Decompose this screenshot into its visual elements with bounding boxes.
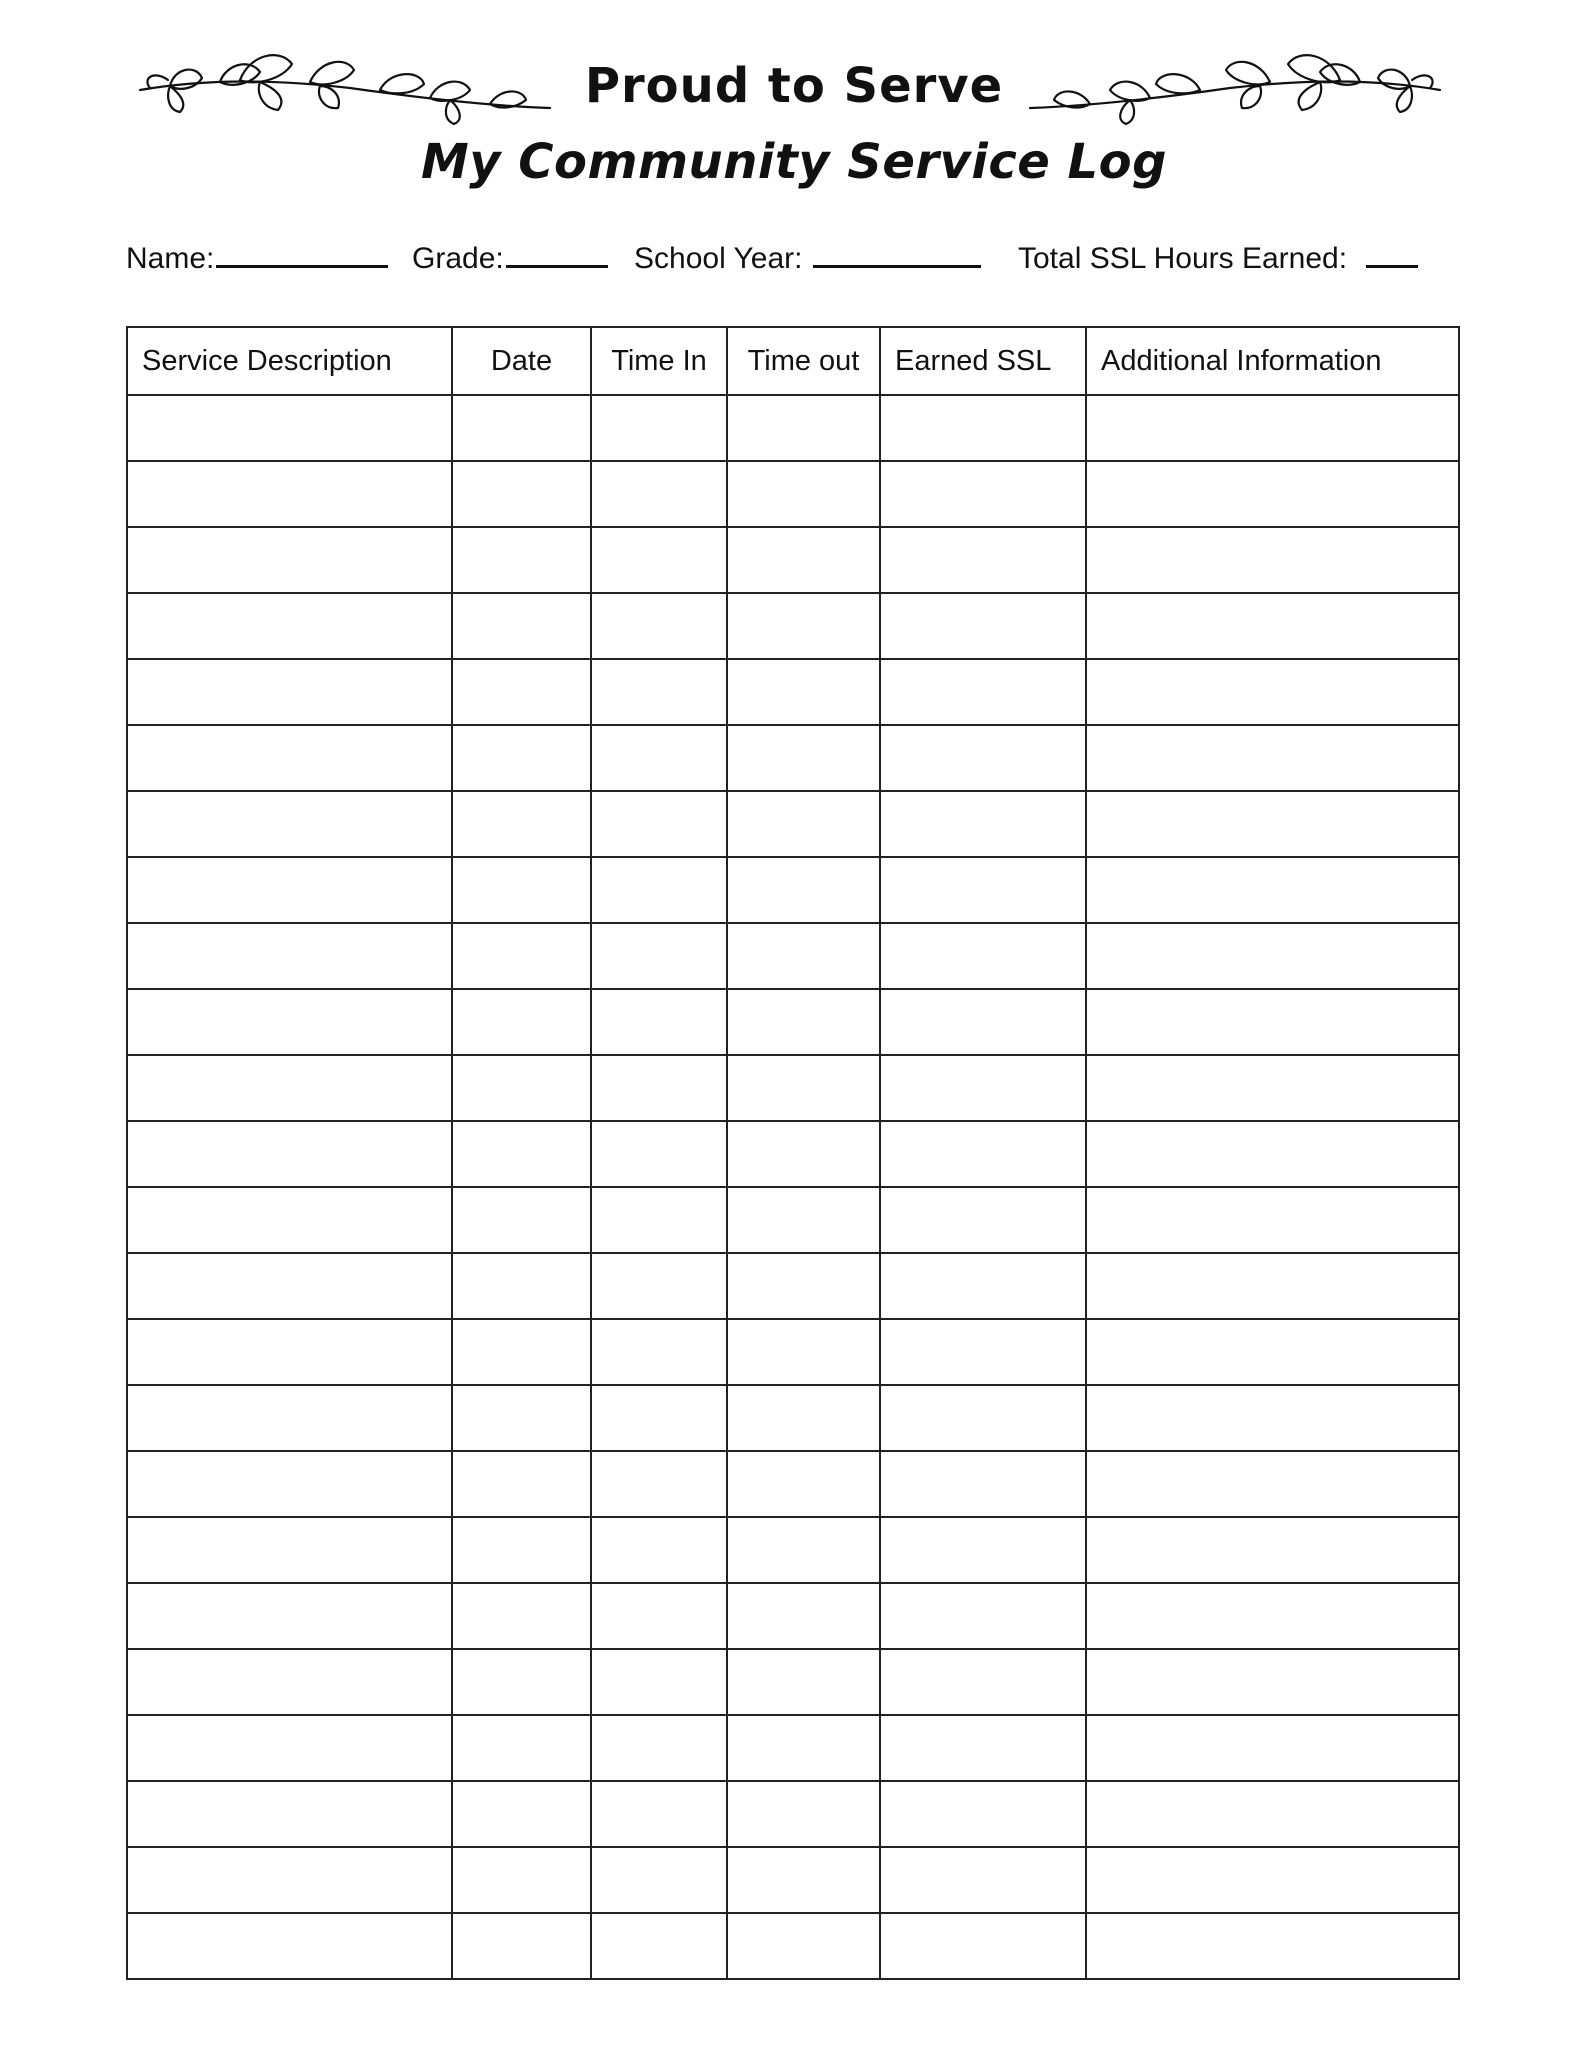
table-cell[interactable] [727,923,880,989]
column-header: Time In [591,327,727,395]
table-cell[interactable] [452,923,591,989]
table-cell[interactable] [880,1451,1086,1517]
table-cell[interactable] [591,395,727,461]
table-row [127,527,1459,593]
table-cell[interactable] [127,923,452,989]
table-cell[interactable] [880,1649,1086,1715]
name-blank[interactable] [216,243,388,268]
table-cell[interactable] [880,593,1086,659]
table-row [127,725,1459,791]
table-cell[interactable] [727,1517,880,1583]
table-cell[interactable] [452,659,591,725]
table-cell[interactable] [591,923,727,989]
table-cell[interactable] [591,1715,727,1781]
table-row [127,1847,1459,1913]
table-cell[interactable] [880,923,1086,989]
table-row [127,1715,1459,1781]
table-cell[interactable] [452,791,591,857]
total-hours-blank[interactable] [1366,243,1418,268]
table-cell[interactable] [1086,593,1459,659]
name-label: Name: [126,242,215,275]
table-cell[interactable] [452,1649,591,1715]
table-row [127,989,1459,1055]
table-cell[interactable] [880,1517,1086,1583]
table-cell[interactable] [127,989,452,1055]
table-cell[interactable] [127,1385,452,1451]
table-header-row [127,327,1459,395]
table-cell[interactable] [1086,1781,1459,1847]
table-cell[interactable] [452,1055,591,1121]
table-cell[interactable] [127,1913,452,1979]
table-cell[interactable] [880,1187,1086,1253]
table-cell[interactable] [880,1253,1086,1319]
table-cell[interactable] [591,791,727,857]
table-cell[interactable] [727,791,880,857]
table-cell[interactable] [452,1187,591,1253]
column-header: Additional Information [1086,327,1459,395]
table-cell[interactable] [452,461,591,527]
table-cell[interactable] [452,1781,591,1847]
table-row [127,1517,1459,1583]
table-cell[interactable] [727,1055,880,1121]
table-cell[interactable] [127,1319,452,1385]
table-cell[interactable] [1086,1187,1459,1253]
table-cell[interactable] [591,1253,727,1319]
table-cell[interactable] [127,1649,452,1715]
grade-blank[interactable] [506,243,608,268]
table-cell[interactable] [452,1715,591,1781]
table-cell[interactable] [880,989,1086,1055]
table-cell[interactable] [591,1847,727,1913]
table-cell[interactable] [452,1847,591,1913]
table-cell[interactable] [591,1055,727,1121]
table-row [127,1781,1459,1847]
table-cell[interactable] [1086,395,1459,461]
table-cell[interactable] [591,593,727,659]
table-cell[interactable] [880,1913,1086,1979]
table-cell[interactable] [727,395,880,461]
table-cell[interactable] [880,857,1086,923]
table-cell[interactable] [127,857,452,923]
table-cell[interactable] [591,857,727,923]
table-cell[interactable] [727,1187,880,1253]
service-log-table [126,326,1460,1980]
table-cell[interactable] [452,1583,591,1649]
table-cell[interactable] [127,1517,452,1583]
table-row [127,1583,1459,1649]
table-row [127,857,1459,923]
grade-field [412,242,608,276]
table-row [127,1451,1459,1517]
table-cell[interactable] [1086,1055,1459,1121]
table-cell[interactable] [127,461,452,527]
table-cell[interactable] [727,527,880,593]
table-cell[interactable] [1086,923,1459,989]
table-cell[interactable] [127,1055,452,1121]
page-subtitle: My Community Service Log [421,134,1167,190]
table-cell[interactable] [880,1055,1086,1121]
table-cell[interactable] [127,1121,452,1187]
table-cell[interactable] [727,1253,880,1319]
table-cell[interactable] [127,395,452,461]
table-cell[interactable] [127,1781,452,1847]
table-cell[interactable] [1086,1715,1459,1781]
table-row [127,659,1459,725]
column-header: Earned SSL [880,327,1086,395]
table-cell[interactable] [727,593,880,659]
school-year-field [634,242,981,276]
table-row [127,395,1459,461]
table-cell[interactable] [127,1583,452,1649]
table-cell[interactable] [591,1319,727,1385]
column-header: Date [452,327,591,395]
table-cell[interactable] [727,1781,880,1847]
table-cell[interactable] [1086,1583,1459,1649]
table-cell[interactable] [452,395,591,461]
table-cell[interactable] [1086,1385,1459,1451]
table-cell[interactable] [591,989,727,1055]
table-cell[interactable] [727,1715,880,1781]
table-row [127,1385,1459,1451]
table-cell[interactable] [1086,1649,1459,1715]
table-cell[interactable] [1086,527,1459,593]
table-row [127,593,1459,659]
table-cell[interactable] [452,1121,591,1187]
table-cell[interactable] [880,1715,1086,1781]
table-cell[interactable] [880,659,1086,725]
table-cell[interactable] [1086,1847,1459,1913]
table-cell[interactable] [452,1517,591,1583]
table-cell[interactable] [591,1187,727,1253]
table-cell[interactable] [127,527,452,593]
school-year-label: School Year: [634,242,803,275]
table-row [127,1319,1459,1385]
table-row [127,1253,1459,1319]
table-cell[interactable] [452,857,591,923]
table-cell[interactable] [1086,659,1459,725]
table-cell[interactable] [727,1847,880,1913]
table-cell[interactable] [591,725,727,791]
table-cell[interactable] [727,1451,880,1517]
table-cell[interactable] [591,659,727,725]
table-cell[interactable] [127,659,452,725]
table-cell[interactable] [1086,461,1459,527]
total-hours-field [1018,242,1418,276]
table-cell[interactable] [591,1385,727,1451]
table-cell[interactable] [127,1847,452,1913]
table-cell[interactable] [591,1451,727,1517]
table-cell[interactable] [591,527,727,593]
table-cell[interactable] [1086,1319,1459,1385]
table-row [127,1187,1459,1253]
table-cell[interactable] [591,1517,727,1583]
table-cell[interactable] [127,791,452,857]
table-cell[interactable] [591,1913,727,1979]
school-year-blank[interactable] [813,243,981,268]
table-cell[interactable] [880,1847,1086,1913]
table-cell[interactable] [452,1451,591,1517]
table-cell[interactable] [880,395,1086,461]
table-cell[interactable] [452,1319,591,1385]
table-cell[interactable] [591,1583,727,1649]
table-body [127,395,1459,1979]
table-row [127,461,1459,527]
table-cell[interactable] [1086,1517,1459,1583]
table-cell[interactable] [591,1649,727,1715]
table-cell[interactable] [880,1385,1086,1451]
table-cell[interactable] [1086,1121,1459,1187]
table-cell[interactable] [1086,857,1459,923]
page-title: Proud to Serve [584,58,1004,114]
table-cell[interactable] [727,1385,880,1451]
table-cell[interactable] [727,1319,880,1385]
table-cell[interactable] [880,725,1086,791]
table-cell[interactable] [880,1781,1086,1847]
table-cell[interactable] [880,791,1086,857]
table-cell[interactable] [1086,1451,1459,1517]
table-row [127,923,1459,989]
table-cell[interactable] [727,1583,880,1649]
table-cell[interactable] [880,461,1086,527]
table-cell[interactable] [452,527,591,593]
table-cell[interactable] [880,1319,1086,1385]
table-cell[interactable] [727,1649,880,1715]
table-cell[interactable] [727,1121,880,1187]
table-cell[interactable] [727,461,880,527]
table-cell[interactable] [1086,791,1459,857]
table-cell[interactable] [452,1385,591,1451]
table-cell[interactable] [127,1451,452,1517]
table-cell[interactable] [1086,1253,1459,1319]
table-cell[interactable] [127,1253,452,1319]
table-row [127,1121,1459,1187]
student-info-fields [126,242,1456,282]
table-cell[interactable] [127,725,452,791]
table-cell[interactable] [127,593,452,659]
column-header: Time out [727,327,880,395]
table-cell[interactable] [591,461,727,527]
table-cell[interactable] [127,1715,452,1781]
table-cell[interactable] [452,593,591,659]
table-cell[interactable] [127,1187,452,1253]
grade-label: Grade: [412,242,504,275]
table-cell[interactable] [727,725,880,791]
total-hours-label: Total SSL Hours Earned: [1018,242,1348,275]
table-cell[interactable] [1086,1913,1459,1979]
table-cell[interactable] [727,989,880,1055]
table-cell[interactable] [452,1253,591,1319]
table-cell[interactable] [880,1121,1086,1187]
table-cell[interactable] [452,725,591,791]
table-cell[interactable] [1086,989,1459,1055]
table-cell[interactable] [591,1121,727,1187]
name-field [126,242,388,276]
table-cell[interactable] [880,1583,1086,1649]
table-cell[interactable] [880,527,1086,593]
table-row [127,1913,1459,1979]
table-cell[interactable] [591,1781,727,1847]
table-cell[interactable] [452,989,591,1055]
table-cell[interactable] [1086,725,1459,791]
table-cell[interactable] [452,1913,591,1979]
column-header: Service Description [127,327,452,395]
table-cell[interactable] [727,659,880,725]
table-row [127,791,1459,857]
table-cell[interactable] [727,1913,880,1979]
table-row [127,1055,1459,1121]
table-row [127,1649,1459,1715]
table-cell[interactable] [727,857,880,923]
